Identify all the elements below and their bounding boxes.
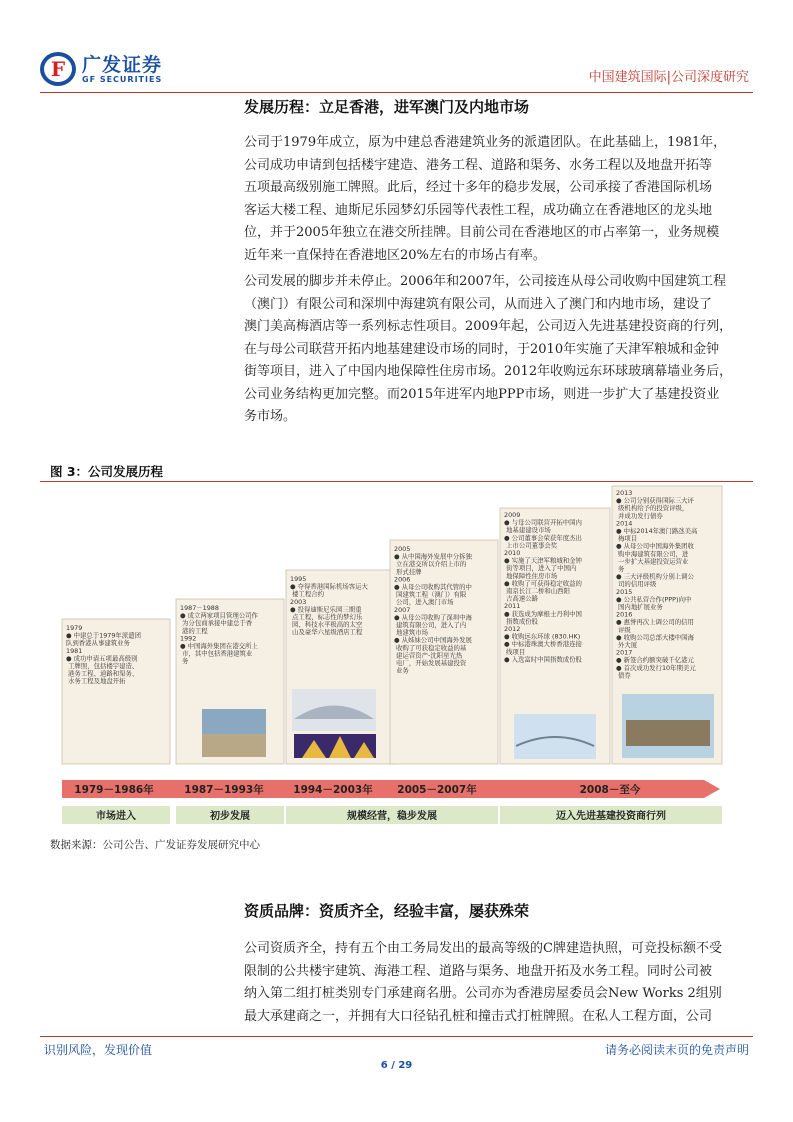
period-label: 2008－至今 [579,784,641,796]
timeline-bar-line: ● 从姊妹公司中国海外发展 [394,636,472,645]
stage-label: 市场进入 [96,811,136,822]
section2-paragraph: 公司资质齐全，持有五个由工务局发出的最高等级的C牌建造执照，可竞投标额不受 限制的公共楼宇建筑、海港工程、道路与渠务、地盘开拓及水务工程。同时公司被 纳入第二组打桩类别专门承建商名册。公司亦为香港房屋委员会New Works 2组别 最大承建商之一，并拥有大口径钻孔桩和撞击式打桩牌照。在私人工程方面，公司 [244,941,722,1024]
section1-paragraph-2: 公司发展的脚步并未停止。2006年和2007年，公司接连从母公司收购中国建筑工程 （澳门）有限公司和深圳中海建筑有限公司，从而进入了澳门和内地市场，建设了 澳门美高梅酒店等一系列标志性项目。2009年起，公司迈入先进基建投资商的行列， 在与母公司联营开拓内地基建建设市场的同时，于2010年实施了天津军粮城和金钟 街等项目，进入了中国内地保障性住房市场。2012年收购远东环球玻璃幕墙业务后， 公司业务结构更加完整。而2015年进军内地PPP市场，则进一步扩大了基建投资业 务市场。 [244,274,733,424]
logo-cn-text: 广发证券 [82,53,163,76]
section1-title: 发展历程：立足香港，进军澳门及内地市场 [244,98,530,116]
timeline-bar-line: 1995 [290,575,307,583]
timeline-bar-line: 建运营资产-沈阳星光热 [394,651,463,660]
timeline-bar-line: 市，其中包括香港建筑业 [180,649,253,658]
timeline-bar-line: 评级 [616,625,631,634]
timeline-bar-line: 梅项目 [616,534,638,543]
timeline-bar-line: 2009 [504,511,521,519]
timeline-bar-line: 国内地扩展业务 [616,603,663,611]
timeline-bar-line: 街等项目，进入了中国内 [504,564,577,573]
timeline-bar-line: 司的信用评级 [616,580,657,589]
stage-label: 迈入先进基建投资商行列 [556,811,666,822]
timeline-bar-text-3 [290,575,369,636]
logo-en-text: GF SECURITIES [82,74,163,84]
timeline-bar-line: 1981 [66,646,83,655]
timeline-bar-line: 2014 [616,519,633,528]
figure-divider [40,481,753,482]
timeline-bar-line: 务 [180,657,189,666]
timeline-bar-line: 2011 [504,602,521,611]
period-label: 1979－1986年 [74,784,154,796]
timeline-bar-line: ● 实施了天津军粮城和金钟 [504,556,582,565]
timeline-bar-line: ● 成立两家项目管理公司作 [180,611,258,620]
section2-title: 资质品牌：资质齐全，经验丰富，屡获殊荣 [244,902,530,920]
timeline-bar-line: 2015 [616,587,633,596]
timeline-bar-line: ● 与母公司联营开拓中国内 [504,518,582,527]
timeline-bar-text-1 [66,624,141,685]
timeline-bar-text-5 [504,511,583,663]
timeline-bar-line: 楼工程合约 [290,590,324,599]
timeline-bar-line: 吉高速公路 [504,594,538,603]
timeline-bar-line: 形式挂牌 [394,567,422,576]
timeline-bar-line: 一步扩大基建投资运营业 [616,557,689,566]
timeline-bar-line: 水务工程及地盘开拓 [66,677,126,686]
timeline-bar-line: ● 公司董事会荣获年度杰出 [504,533,582,542]
timeline-bar-line: 2013 [616,489,633,497]
timeline-bar-line: ● 中建总于1979年派遣团 [66,631,141,640]
timeline-bar-line: 地建筑市场 [394,628,428,637]
figure-source: 数据来源：公司公告、广发证券发展研究中心 [50,839,260,851]
timeline-bar-line: 2010 [504,549,521,557]
timeline-bar-line: 点工程，标志性的梦幻乐 [290,613,363,621]
timeline-bar-line: 债券 [616,671,631,680]
timeline-bar-line: ● 夺得香港国际机场客运大 [290,582,368,591]
timeline-bar-line: ● 收购公司总部大楼中国海 [616,633,694,642]
stage-label: 规模经营，稳步发展 [347,811,437,822]
timeline-bar-line: 公司，进入澳门市场 [394,598,454,607]
timeline-bar-line: 工牌照，包括楼宇建造、 [66,662,139,670]
timeline-bar-line: 2012 [504,625,521,633]
timeline-bar-line: ● 入选富时中国指数成份股 [504,655,582,664]
period-label: 1987－1993年 [184,784,264,796]
footer-slogan: 识别风险，发现价值 [44,1043,153,1057]
timeline-bar-line: 购中海建筑有限公司，进 [616,549,689,558]
timeline-bar-line: 上市公司董事会奖 [504,541,558,550]
timeline-bar-line: 1979 [66,624,83,632]
timeline-bar-line: ● 投得迪斯尼乐园三期重 [290,605,362,614]
page-number: 6 / 29 [380,1060,413,1071]
timeline-bar-line: ● 公司分别获得国际三大评 [616,496,694,505]
timeline-bar-line: ● 从中国海外发展中分拆独 [394,552,472,561]
header-divider [40,92,753,93]
timeline-bar-line: 2016 [616,610,633,619]
timeline-bar-line: 立在港交所以介绍上市的 [394,560,467,569]
stage-labels [62,806,722,824]
timeline-bar-line: ● 从母公司收购了深圳中海 [394,613,472,622]
timeline-bar-line: ● 从母公司中国海外集团收 [616,542,694,551]
timeline-bar-line: ● 从母公司收购其代管的中 [394,583,472,591]
timeline-bar-line: 地基建建设市场 [504,526,551,535]
timeline-bar-line: ● 收购了可获得稳定收益的 [504,579,582,588]
timeline-bar-line: 级机构给予的投资评级， [616,504,689,513]
timeline-bar-line: ● 中国海外集团在港交所上 [180,642,258,650]
timeline-bar-line: 并成功发行债券 [616,511,663,520]
timeline-bar-line: 2006 [394,575,411,584]
timeline-svg [44,484,750,829]
timeline-bar-line: ● 惠誉再次上调公司的信用 [616,618,694,627]
timeline-bar-line: 国建筑工程（澳门）有限 [394,590,467,599]
period-label: 2005－2007年 [397,784,477,796]
timeline-bar-line: ● 首次成功发行10年期美元 [616,663,696,672]
timeline-bar-line: 为分包商承接中建总于香 [180,619,253,628]
timeline-bar-line: 2007 [394,605,411,614]
timeline-bar-line: 港务工程、道路和渠务、 [66,669,139,678]
company-logo [40,52,162,86]
timeline-bar-line: 队到香港从事建筑业务 [66,639,130,648]
timeline-bar-line: 南京长江二桥和山西阳 [504,587,570,595]
timeline-bar-line: 电厂，开始发展基建投资 [394,659,467,667]
timeline-bar-line: ● 获选成为摩根士丹利中国 [504,609,582,618]
timeline-bar-line: 务 [616,565,625,573]
timeline-bar-line: 港的工程 [180,626,208,635]
timeline-bar-line: 建筑有限公司，进入了内 [394,621,467,629]
timeline-bar-line: ● 收购远东环球 (830.HK) [504,632,581,641]
timeline-bar-line: 山及豪华六星级酒店工程 [290,628,363,637]
timeline-bar-line: ● 中标港珠澳大桥香港连接 [504,640,582,649]
timeline-bar-line: ● 成功申请五项最高级别 [66,654,138,663]
timeline-bar-line: 1987－1988 [180,604,219,612]
footer-disclaimer: 请务必阅读末页的免责声明 [604,1043,749,1057]
timeline-bar-line: ● 中标2014年澳门路氹美高 [616,527,698,535]
timeline-bar-line: 2017 [616,648,633,657]
section1-paragraph-1: 公司于1979年成立，原为中建总香港建筑业务的派遣团队。在此基础上，1981年， 公司成功申请到包括楼宇建造、港务工程、道路和渠务、水务工程以及地盘开拓等 五项最高级别施工牌照。此后，经过十多年的稳步发展，公司承接了香港国际机场 客运大楼工程、迪斯尼乐园梦幻乐园等代表性工程，成功确立在香港地区的龙头地 位，并于2005年独立在港交所挂牌。目前公司在香港地区的市占率第一，业务规模 近年来一直保持在香港地区20%左右的市场占有率。 [244,135,727,263]
timeline-bar-line: ● 新签合约额突破千亿港元 [616,656,694,665]
timeline-bar-line: 线项目 [504,647,526,656]
report-title: 中国建筑国际|公司深度研究 [588,70,749,85]
timeline-bar-line: 2003 [290,597,307,606]
stage-label: 初步发展 [210,811,250,822]
timeline-bar-line: 业务 [394,666,409,675]
timeline-figure [44,484,750,829]
timeline-bar-line: 地保障性住房市场 [504,571,558,580]
figure-title: 图 3：公司发展历程 [50,464,164,479]
timeline-bar-line: 园、科技水平极高的太空 [290,620,363,629]
timeline-bar-line: 外大厦 [616,641,638,649]
period-label: 1994－2003年 [293,784,373,796]
timeline-bar-line: ● 公共私营合作(PPP)向中 [616,595,692,604]
project-photo-1-ground [202,734,266,757]
timeline-bar-line: 指数成份股 [504,617,538,626]
footer-divider [40,1036,753,1037]
timeline-bar-line: 收购了可获稳定收益的基 [394,643,467,652]
timeline-bar-line: 1992 [180,634,197,643]
timeline-bar-line: 2005 [394,545,411,553]
gf-logo-icon: F [40,52,76,86]
project-photo-5-site [626,720,710,746]
timeline-bar-line: ● 三大评级机构分别上调公 [616,572,694,581]
